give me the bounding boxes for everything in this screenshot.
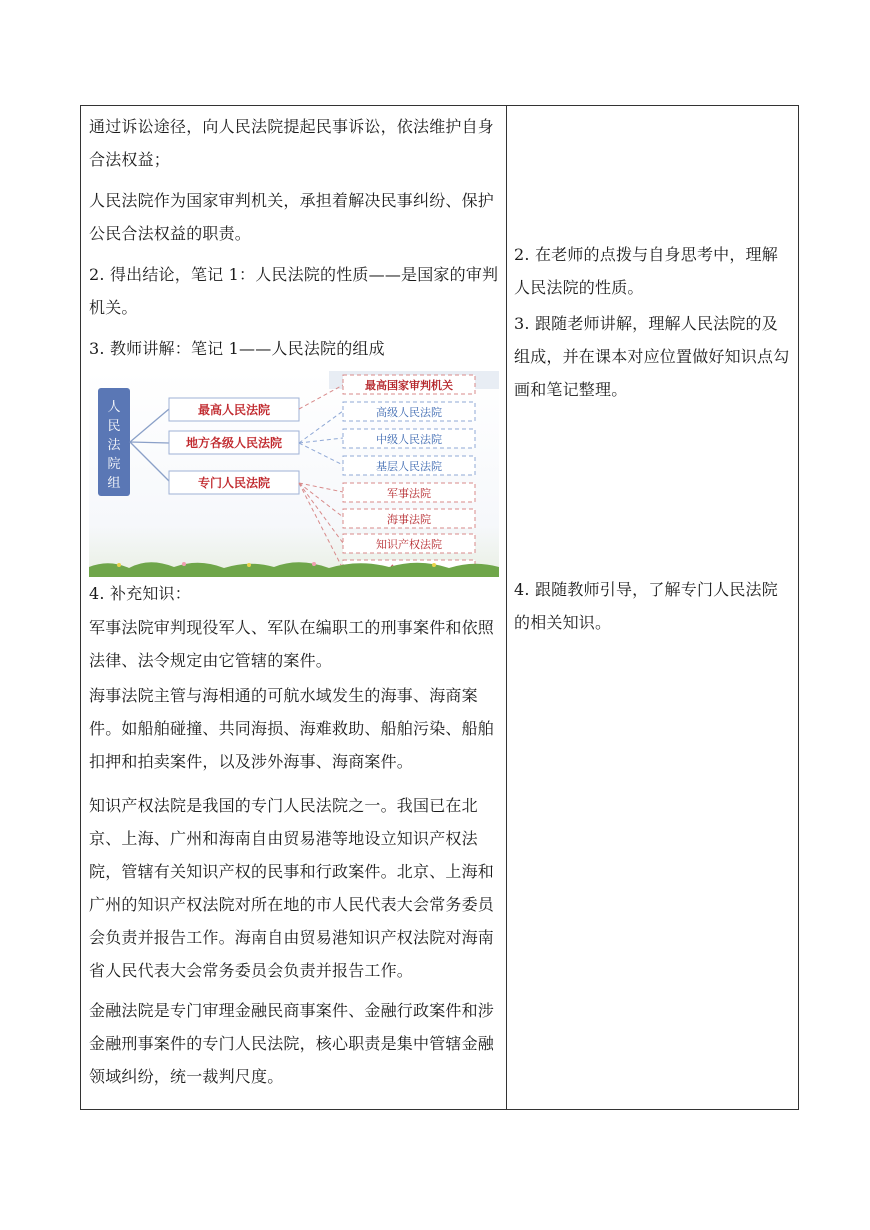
svg-text:法: 法: [107, 438, 121, 453]
svg-text:基层人民法院: 基层人民法院: [376, 460, 442, 473]
svg-text:最高国家审判机关: 最高国家审判机关: [365, 379, 453, 392]
paragraph-conclusion: 2. 得出结论，笔记 1：人民法院的性质——是国家的审判机关。: [89, 265, 499, 317]
paragraph-ip-court: 知识产权法院是我国的专门人民法院之一。我国已在北京、上海、广州和海南自由贸易港等地设立知识产权法院，管辖有关知识产权的民事和行政案件。北京、上海和广州的知识产权法院对所在地的市人民代表大会常务委员会负责并报告工作。海南自由贸易港知识产权法院对海南省人民代表大会常务委员会负责并报告工作。: [89, 796, 495, 980]
svg-text:院: 院: [107, 457, 121, 472]
court-structure-diagram: [89, 371, 499, 577]
svg-text:海事法院: 海事法院: [387, 513, 431, 526]
paragraph-military-court: 军事法院审判现役军人、军队在编职工的刑事案件和依照法律、法令规定由它管辖的案件。: [89, 618, 495, 670]
svg-text:专门人民法院: 专门人民法院: [197, 476, 271, 490]
svg-text:知识产权法院: 知识产权法院: [376, 538, 442, 551]
paragraph-maritime-court: 海事法院主管与海相通的可航水域发生的海事、海商案件。如船舶碰撞、共同海损、海难救助、船舶污染、船舶扣押和拍卖案件，以及涉外海事、海商案件。: [89, 686, 495, 771]
paragraph-teacher-explain: 3. 教师讲解：笔记 1——人民法院的组成: [89, 339, 385, 358]
root-node: [98, 388, 130, 497]
svg-text:民: 民: [107, 419, 121, 434]
student-step-3: 3. 跟随老师讲解，理解人民法院的及组成，并在课本对应位置做好知识点勾画和笔记整理。: [514, 314, 790, 399]
paragraph-supplement-title: 4. 补充知识：: [89, 584, 191, 603]
svg-text:中级人民法院: 中级人民法院: [376, 433, 442, 446]
student-step-2: 2. 在老师的点拨与自身思考中，理解人民法院的性质。: [514, 245, 778, 297]
paragraph-court-role: 人民法院作为国家审判机关，承担着解决民事纠纷、保护公民合法权益的职责。: [89, 191, 495, 243]
student-step-4: 4. 跟随教师引导，了解专门人民法院的相关知识。: [514, 580, 778, 632]
svg-text:组: 组: [107, 476, 121, 491]
paragraph-financial-court: 金融法院是专门审理金融民商事案件、金融行政案件和涉金融刑事案件的专门人民法院，核心职责是集中管辖金融领域纠纷，统一裁判尺度。: [89, 1001, 495, 1086]
column-divider: [506, 106, 507, 1109]
content-table: [80, 105, 799, 1110]
svg-text:高级人民法院: 高级人民法院: [376, 406, 442, 419]
svg-text:地方各级人民法院: 地方各级人民法院: [185, 436, 283, 450]
svg-text:人: 人: [107, 400, 121, 415]
paragraph-litigation: 通过诉讼途径，向人民法院提起民事诉讼，依法维护自身合法权益；: [89, 117, 495, 169]
svg-text:最高人民法院: 最高人民法院: [197, 403, 271, 417]
svg-text:军事法院: 军事法院: [387, 487, 431, 500]
branch-nodes: [169, 398, 299, 494]
